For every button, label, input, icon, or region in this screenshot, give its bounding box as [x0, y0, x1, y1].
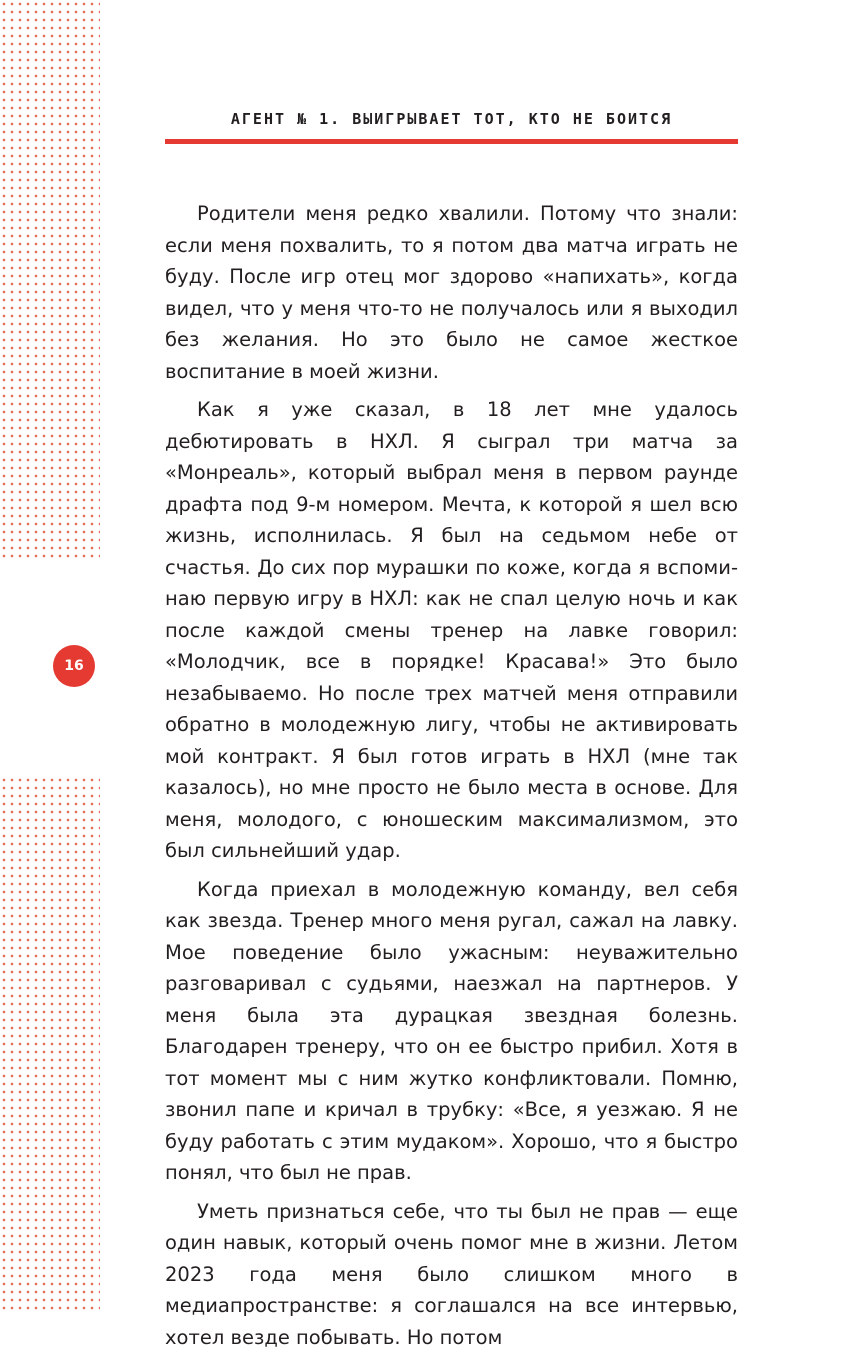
header-divider	[165, 139, 738, 144]
paragraph: Как я уже сказал, в 18 лет мне удалось дебютировать в НХЛ. Я сыграл три матча за «Монреаль», который выбрал меня в первом раунде драфта под 9-м номером. Мечта, к которой я шел всю жизнь, исполнилась. Я был на седьмом небе от счастья. До сих пор мурашки по коже, когда я вспоминаю первую игру в НХЛ: как не спал целую ночь и как после каждой смены тренер на лавке говорил: «Молодчик, все в порядке! Красава!» Это было незабываемо. Но после трех матчей меня отправили обратно в молодежную лигу, чтобы не активировать мой контракт. Я был готов играть в НХЛ (мне так казалось), но мне просто не было места в основе. Для меня, молодого, с юношеским максимализмом, это был сильнейший удар.	[165, 398, 738, 862]
decorative-dot-pattern-top	[0, 0, 100, 560]
page-number-badge: 16	[53, 645, 95, 687]
decorative-dot-pattern-bottom	[0, 776, 100, 1311]
paragraph: Уметь признаться себе, что ты был не прав — еще один навык, который очень помог мне в жизни. Летом 2023 года меня было слишком много в медиапространстве: я соглашался на все интервью, хотел везде побывать. Но потом	[165, 1199, 738, 1349]
paragraph: Родители меня редко хвалили. Потому что знали: если меня похвалить, то я потом два матча играть не буду. После игр отец мог здорово «напихать», когда видел, что у меня что-то не получалось или я выходил без желания. Но это было не самое жесткое воспитание в моей жизни.	[165, 202, 738, 383]
paragraph: Когда приехал в молодежную команду, вел себя как звезда. Тренер много меня ругал, сажал на лавку. Мое поведение было ужасным: неуважительно разговаривал с судьями, наезжал на партнеров. У меня была эта дурацкая звездная болезнь. Благодарен тренеру, что он ее быстро прибил. Хотя в тот момент мы с ним жутко конфликтовали. Помню, звонил папе и кричал в трубку: «Все, я уезжаю. Я не буду работать с этим мудаком». Хорошо, что я быстро понял, что был не прав.	[165, 877, 738, 1184]
running-header: АГЕНТ № 1. ВЫИГРЫВАЕТ ТОТ, КТО НЕ БОИТСЯ	[230, 110, 673, 128]
body-text	[165, 198, 738, 1360]
